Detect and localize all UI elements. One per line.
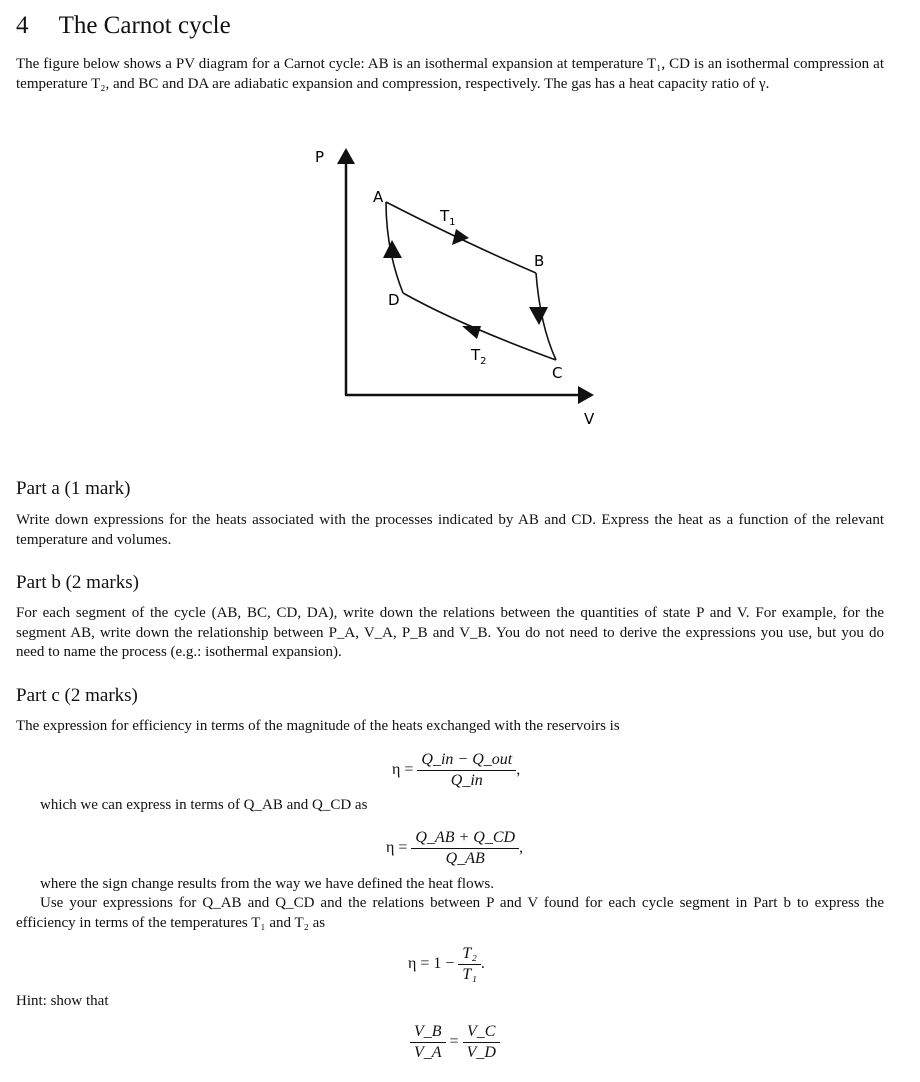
v-axis-arrow xyxy=(578,386,594,404)
equation-efficiency-qab-qcd xyxy=(386,828,523,869)
label-a: A xyxy=(373,188,384,206)
eq1-numerator: Q_in − Q_out xyxy=(417,750,516,771)
eq2-denominator: Q_AB xyxy=(445,850,485,867)
eq2-numerator: Q_AB + Q_CD xyxy=(411,828,519,849)
pv-diagram xyxy=(300,140,620,440)
eq4-left-numerator: V_B xyxy=(410,1022,446,1043)
equation-volume-ratio xyxy=(410,1022,500,1063)
part-a-text: Write down expressions for the heats associated with the processes indicated by AB and CD. Express the heat as a function of the relevant temperature and volumes. xyxy=(16,512,884,548)
part-c-text1: The expression for efficiency in terms of the magnitude of the heats exchanged with the reservoirs is xyxy=(16,718,620,734)
label-c: C xyxy=(552,364,563,382)
section-number: 4 xyxy=(16,12,29,39)
eq3-lhs: η = 1 − xyxy=(408,955,455,973)
label-v: V xyxy=(584,410,595,428)
part-c-text4: Use your expressions for Q_AB and Q_CD and the relations between P and V found for each cycle segment in Part b to express the efficiency in terms of the temperatures T₁ and T₂ as xyxy=(16,895,884,931)
section-heading xyxy=(16,12,231,40)
eq3-denominator: T₁ xyxy=(462,966,477,983)
label-p: P xyxy=(315,148,325,166)
eq2-lhs: η = xyxy=(386,839,408,857)
hint-text: Hint: show that xyxy=(16,993,109,1009)
eq3-numerator: T₂ xyxy=(458,944,480,965)
eq1-tail: , xyxy=(516,761,521,779)
eq1-denominator: Q_in xyxy=(450,772,483,789)
label-b: B xyxy=(534,252,545,270)
arrow-da-icon xyxy=(383,240,402,258)
label-t1: $T_1$ xyxy=(440,207,456,228)
eq4-left-denominator: V_A xyxy=(414,1044,442,1061)
arrow-bc-icon xyxy=(529,307,548,325)
eq4-right-denominator: V_D xyxy=(466,1044,496,1061)
part-c-text2: which we can express in terms of Q_AB and Q_CD as xyxy=(40,797,368,813)
arrow-ab-icon xyxy=(452,229,469,245)
eq2-fraction xyxy=(411,828,519,869)
eq2-tail: , xyxy=(519,839,524,857)
eq4-left-fraction xyxy=(410,1022,446,1063)
intro-paragraph: The figure below shows a PV diagram for a Carnot cycle: AB is an isothermal expansion at temperature T₁, CD is an isothermal compression at temperature T₂, and BC and DA are adiabatic expansion and compression, respectively. The gas has a heat capacity ratio of γ. xyxy=(16,56,884,92)
eq4-equals: = xyxy=(449,1033,459,1051)
equation-carnot-efficiency xyxy=(408,944,485,985)
eq1-fraction xyxy=(417,750,516,791)
part-c-text3: where the sign change results from the way we have defined the heat flows. xyxy=(40,876,495,892)
part-c-title: Part c (2 marks) xyxy=(16,685,138,706)
equation-efficiency xyxy=(392,750,520,791)
section-title: The Carnot cycle xyxy=(58,12,231,39)
eq3-tail: . xyxy=(480,955,485,973)
arrow-cd-icon xyxy=(462,326,481,339)
part-b-title: Part b (2 marks) xyxy=(16,572,139,593)
p-axis-arrow xyxy=(337,148,355,164)
part-b-text: For each segment of the cycle (AB, BC, CD, DA), write down the relations between the quantities of state P and V. For example, for the segment AB, write down the relationship between P_A, V_A, P_B and V_B. You do not need to derive the expressions you use, but you do need to name the process (e.g.: isothermal expansion). xyxy=(16,605,884,660)
part-a-title: Part a (1 mark) xyxy=(16,478,131,499)
eq3-fraction xyxy=(458,944,480,985)
eq4-right-fraction xyxy=(463,1022,500,1063)
label-d: D xyxy=(388,291,400,309)
eq1-lhs: η = xyxy=(392,761,414,779)
label-t2: $T_2$ xyxy=(471,346,487,367)
eq4-right-numerator: V_C xyxy=(463,1022,500,1043)
